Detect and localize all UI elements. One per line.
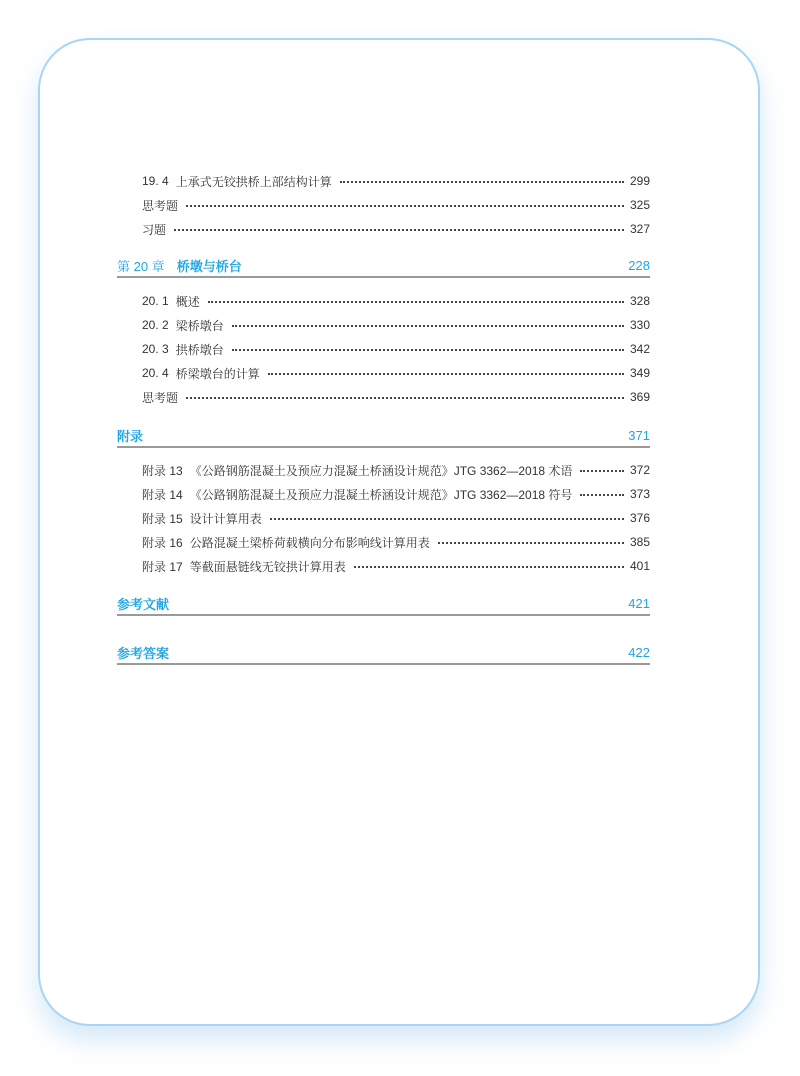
- entry-title: 桥梁墩台的计算: [175, 366, 260, 381]
- entry-page: 385: [629, 535, 650, 549]
- entry-number: 附录 14: [142, 487, 183, 502]
- entry-page: 328: [629, 294, 650, 308]
- entry-page: 401: [629, 559, 650, 573]
- entry-page: 369: [629, 390, 650, 404]
- toc-entry[interactable]: [142, 462, 650, 478]
- dot-leader: [438, 542, 624, 544]
- toc-entry[interactable]: [142, 293, 650, 309]
- dot-leader: [186, 397, 624, 399]
- entry-page: 342: [629, 342, 650, 356]
- entry-page: 372: [629, 463, 650, 477]
- entry-title: 公路混凝土梁桥荷载横向分布影响线计算用表: [189, 535, 430, 550]
- entry-number: 20. 3: [142, 342, 169, 356]
- dot-leader: [232, 325, 624, 327]
- entry-page: 376: [629, 511, 650, 525]
- entry-number: 20. 4: [142, 366, 169, 380]
- toc-entry[interactable]: [142, 389, 650, 405]
- divider: [117, 276, 650, 278]
- entry-number: 附录 13: [142, 463, 183, 478]
- entry-number: 19. 4: [142, 174, 169, 188]
- dot-leader: [186, 205, 624, 207]
- entry-page: 299: [629, 174, 650, 188]
- toc-entry[interactable]: [142, 197, 650, 213]
- entry-title: 上承式无铰拱桥上部结构计算: [175, 174, 332, 189]
- chapter-number: 第 20 章: [117, 258, 165, 274]
- dot-leader: [232, 349, 624, 351]
- entry-page: 327: [629, 222, 650, 236]
- entry-number: 20. 1: [142, 294, 169, 308]
- answers-title: 参考答案: [117, 645, 170, 661]
- dot-leader: [174, 229, 624, 231]
- toc-entry[interactable]: [142, 558, 650, 574]
- entry-title: 思考题: [142, 198, 179, 213]
- appendix-title: 附录: [117, 428, 144, 444]
- entry-title: 等截面悬链线无铰拱计算用表: [189, 559, 346, 574]
- entry-page: 325: [629, 198, 650, 212]
- entry-number: 附录 17: [142, 559, 183, 574]
- entry-title: 设计计算用表: [189, 511, 262, 526]
- chapter-title: 桥墩与桥台: [176, 258, 242, 274]
- entry-page: 349: [629, 366, 650, 380]
- dot-leader: [270, 518, 624, 520]
- entry-title: 拱桥墩台: [175, 342, 224, 357]
- divider: [117, 446, 650, 448]
- entry-page: 373: [629, 487, 650, 501]
- entry-title: 概述: [175, 294, 200, 309]
- appendix-heading[interactable]: [117, 426, 650, 444]
- toc-entry[interactable]: [142, 341, 650, 357]
- references-heading[interactable]: [117, 594, 650, 612]
- divider: [117, 614, 650, 616]
- chapter-heading[interactable]: [117, 256, 650, 274]
- toc-entry[interactable]: [142, 510, 650, 526]
- entry-page: 330: [629, 318, 650, 332]
- entry-number: 附录 15: [142, 511, 183, 526]
- toc-entry[interactable]: [142, 534, 650, 550]
- dot-leader: [354, 566, 624, 568]
- toc-entry[interactable]: [142, 317, 650, 333]
- toc-entry[interactable]: [142, 221, 650, 237]
- entry-number: 20. 2: [142, 318, 169, 332]
- entry-title: 《公路钢筋混凝土及预应力混凝土桥涵设计规范》JTG 3362—2018 符号: [189, 487, 573, 502]
- dot-leader: [208, 301, 624, 303]
- divider: [117, 663, 650, 665]
- answers-heading[interactable]: [117, 643, 650, 661]
- dot-leader: [580, 494, 624, 496]
- chapter-page: 228: [628, 257, 650, 273]
- answers-page: 422: [628, 644, 650, 660]
- dot-leader: [580, 470, 624, 472]
- entry-title: 《公路钢筋混凝土及预应力混凝土桥涵设计规范》JTG 3362—2018 术语: [189, 463, 573, 478]
- references-title: 参考文献: [117, 596, 170, 612]
- toc-entry[interactable]: [142, 173, 650, 189]
- entry-title: 梁桥墩台: [175, 318, 224, 333]
- toc-entry[interactable]: [142, 486, 650, 502]
- appendix-page: 371: [628, 427, 650, 443]
- entry-number: 附录 16: [142, 535, 183, 550]
- toc-entry[interactable]: [142, 365, 650, 381]
- entry-title: 思考题: [142, 390, 179, 405]
- entry-title: 习题: [142, 222, 167, 237]
- dot-leader: [268, 373, 624, 375]
- references-page: 421: [628, 595, 650, 611]
- dot-leader: [340, 181, 624, 183]
